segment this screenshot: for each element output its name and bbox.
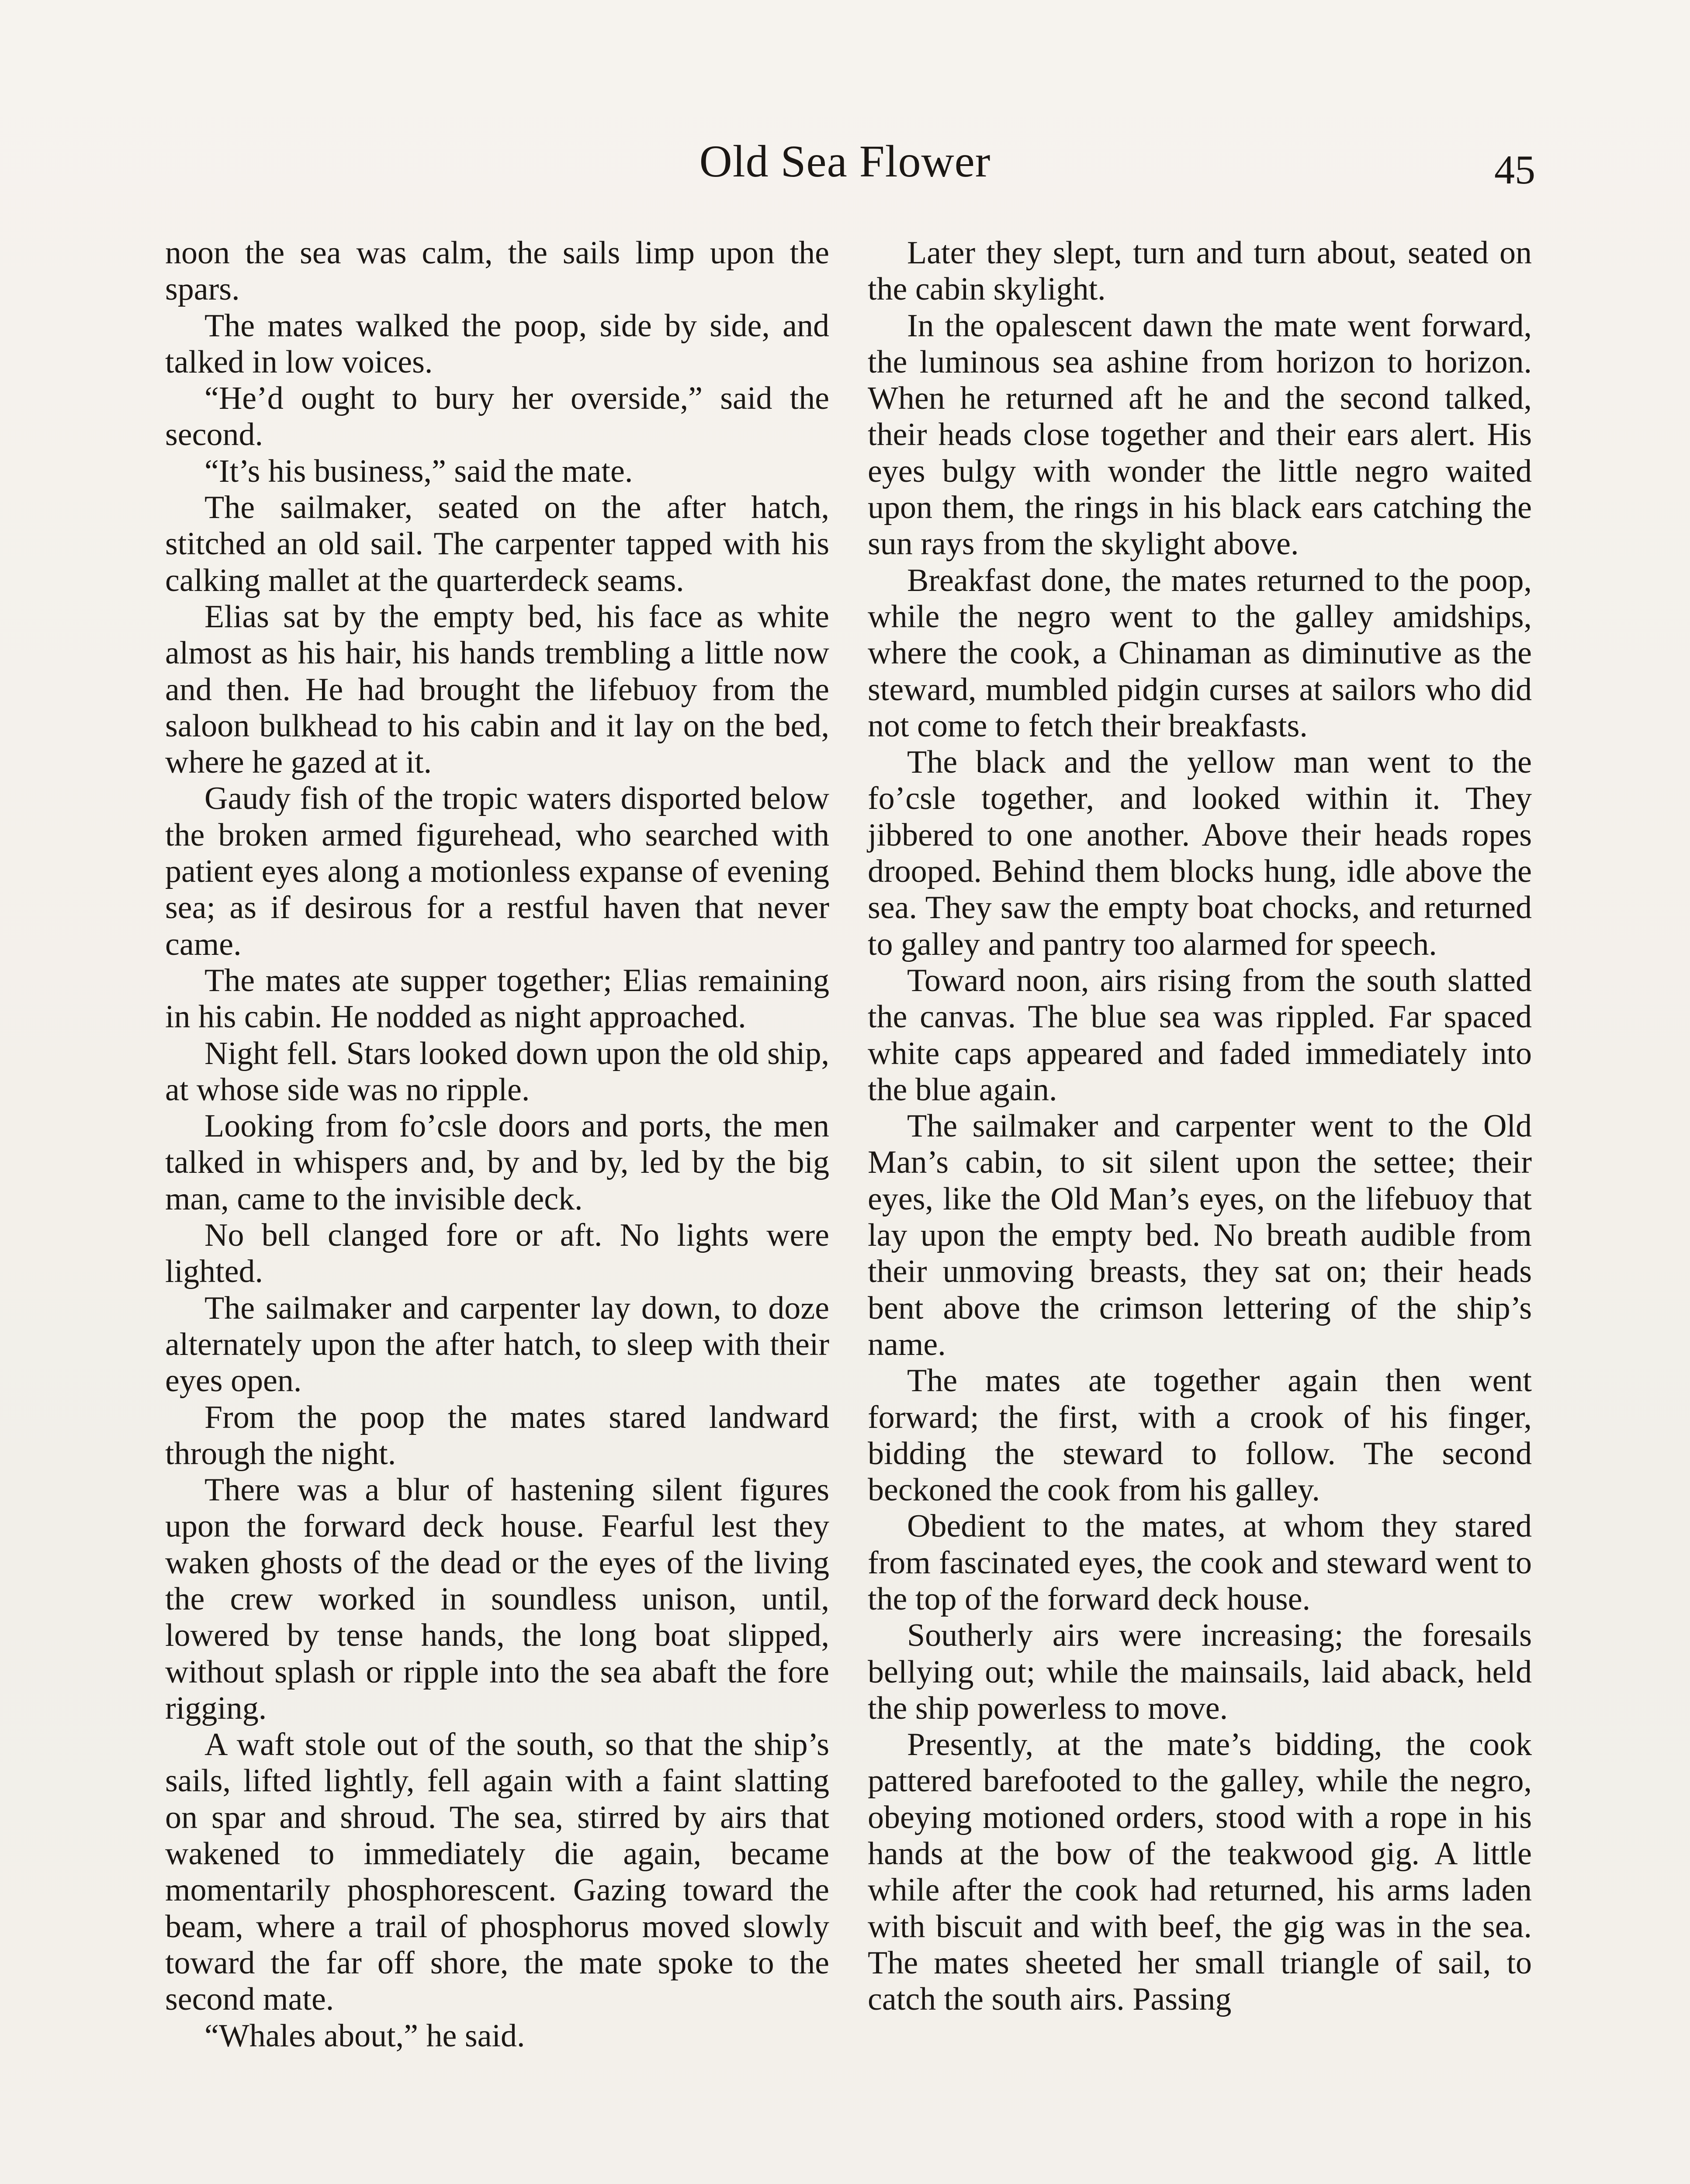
running-title: Old Sea Flower (699, 136, 991, 187)
paragraph: Presently, at the mate’s bidding, the cook pattered barefooted to the galley, while the negro, obeying motioned orders, stood with a rope in his hands at the bow of the teakwood gig. A little while after the cook had returned, his arms laden with biscuit and with beef, the gig was in the sea. The mates sheeted her small triangle of sail, to catch the south airs. Passing (868, 1727, 1532, 2018)
paragraph: Southerly airs were increasing; the foresails bellying out; while the mainsails, laid aback, held the ship powerless to move. (868, 1617, 1532, 1726)
paragraph: “Whales about,” he said. (204, 2018, 525, 2054)
paragraph: noon the sea was calm, the sails limp upon the spars. (165, 235, 829, 308)
paragraph: The mates ate together again then went forward; the first, with a crook of his finger, bidding the steward to follow. The second beckoned the cook from his galley. (868, 1363, 1532, 1508)
paragraph: Gaudy fish of the tropic waters disported below the broken armed figurehead, who searched with patient eyes along a motionless expanse of evening sea; as if desirous for a restful haven that never came. (165, 781, 829, 962)
paragraph: There was a blur of hastening silent figures upon the forward deck house. Fearful lest they waken ghosts of the dead or the eyes of the living the crew worked in soundless unison, until, lowered by tense hands, the long boat slipped, without splash or ripple into the sea abaft the fore rigging. (165, 1472, 829, 1726)
paragraph: Breakfast done, the mates returned to the poop, while the negro went to the galley amidships, where the cook, a Chinaman as diminutive as the steward, mumbled pidgin curses at sailors who did not come to fetch their breakfasts. (868, 562, 1532, 744)
paragraph: “He’d ought to bury her overside,” said the second. (165, 380, 829, 453)
paragraph: The sailmaker and carpenter went to the Old Man’s cabin, to sit silent upon the settee; their eyes, like the Old Man’s eyes, on the lifebuoy that lay upon the empty bed. No breath audible from their unmoving breasts, they sat on; their heads bent above the crimson lettering of the ship’s name. (868, 1108, 1532, 1362)
paragraph: Obedient to the mates, at whom they stared from fascinated eyes, the cook and steward went to the top of the forward deck house. (868, 1508, 1532, 1617)
left-text-column (165, 235, 829, 2054)
paragraph: Night fell. Stars looked down upon the old ship, at whose side was no ripple. (165, 1035, 829, 1108)
paragraph: The black and the yellow man went to the fo’csle together, and looked within it. They jibbered to one another. Above their heads ropes drooped. Behind them blocks hung, idle above the sea. They saw the empty boat chocks, and returned to galley and pantry too alarmed for speech. (868, 744, 1532, 962)
paragraph: “It’s his business,” said the mate. (204, 453, 633, 489)
paragraph: From the poop the mates stared landward through the night. (165, 1399, 829, 1472)
paragraph: Looking from fo’csle doors and ports, the men talked in whispers and, by and by, led by the big man, came to the invisible deck. (165, 1108, 829, 1217)
right-text-column (868, 235, 1532, 2018)
paragraph: In the opalescent dawn the mate went forward, the luminous sea ashine from horizon to horizon. When he returned aft he and the second talked, their heads close together and their ears alert. His eyes bulgy with wonder the little negro waited upon them, the rings in his black ears catching the sun rays from the skylight above. (868, 308, 1532, 562)
paragraph: Later they slept, turn and turn about, seated on the cabin skylight. (868, 235, 1532, 308)
paragraph: A waft stole out of the south, so that the ship’s sails, lifted lightly, fell again with a faint slatting on spar and shroud. The sea, stirred by airs that wakened to immediately die again, became momentarily phosphorescent. Gazing toward the beam, where a trail of phosphorus moved slowly toward the far off shore, the mate spoke to the second mate. (165, 1727, 829, 2018)
paragraph: The mates walked the poop, side by side, and talked in low voices. (165, 308, 829, 380)
paragraph: Toward noon, airs rising from the south slatted the canvas. The blue sea was rippled. Far spaced white caps appeared and faded immediately into the blue again. (868, 962, 1532, 1108)
page-number: 45 (1494, 147, 1535, 193)
paragraph: The mates ate supper together; Elias remaining in his cabin. He nodded as night approached. (165, 962, 829, 1035)
paragraph: Elias sat by the empty bed, his face as white almost as his hair, his hands trembling a little now and then. He had brought the lifebuoy from the saloon bulkhead to his cabin and it lay on the bed, where he gazed at it. (165, 598, 829, 781)
paragraph: No bell clanged fore or aft. No lights were lighted. (165, 1217, 829, 1290)
paragraph: The sailmaker and carpenter lay down, to doze alternately upon the after hatch, to sleep with their eyes open. (165, 1290, 829, 1399)
paragraph: The sailmaker, seated on the after hatch, stitched an old sail. The carpenter tapped with his calking mallet at the quarterdeck seams. (165, 490, 829, 598)
